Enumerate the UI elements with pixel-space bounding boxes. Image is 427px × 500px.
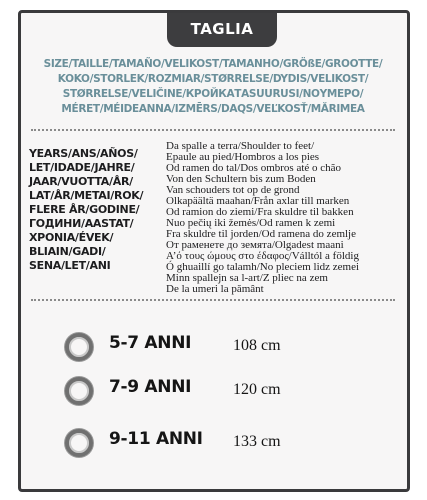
shoulder-translation-line: Od ramion do ziemi/Fra skuldre til bakken xyxy=(166,206,354,218)
size-title: TAGLIA xyxy=(190,20,254,38)
shoulder-to-feet-translations xyxy=(166,141,406,295)
dotted-divider-top xyxy=(31,129,395,131)
shoulder-translation-line: Α’ό τους ώμους στο έδαφος/Válltól a földig xyxy=(166,250,359,262)
years-translation-line: SENA/LET/ANI xyxy=(29,259,111,272)
shoulder-translation-line: Von den Schultern bis zum Boden xyxy=(166,173,316,185)
years-translation-line: YEARS/ANS/AÑOS/ xyxy=(29,147,138,160)
size-translations xyxy=(27,57,399,117)
ring-icon xyxy=(65,429,93,457)
shoulder-translation-line: Epaule au pied/Hombros a los pies xyxy=(166,151,320,163)
age-label: 9-11 ANNI xyxy=(109,429,203,449)
shoulder-translation-line: Minn spallejn sa l-art/Z pliec na zem xyxy=(166,272,328,284)
size-translation-line: MÉRET/MÉIDEANNA/IZMĒRS/DAQS/VEĽKOSŤ/MĂRIMEA xyxy=(61,103,365,115)
shoulder-translation-line: Nuo pečių iki žemės/Od ramen k zemi xyxy=(166,217,336,229)
height-value: 120 cm xyxy=(233,381,281,398)
size-chart-card xyxy=(18,10,410,492)
height-value: 108 cm xyxy=(233,337,281,354)
age-label: 5-7 ANNI xyxy=(109,333,192,353)
shoulder-translation-line: Olkapäältä maahan/Från axlar till marken xyxy=(166,195,350,207)
size-translation-line: SIZE/TAILLE/TAMAÑO/VELIKOST/TAMANHO/GRÖßE/GROOTTE/ xyxy=(43,58,383,70)
years-translation-line: BLIAIN/GADI/ xyxy=(29,245,106,258)
years-translation-line: FLERE ÅR/GODINE/ xyxy=(29,203,140,216)
years-translation-line: JAAR/VUOTTA/ÅR/ xyxy=(29,175,133,188)
size-header-tab xyxy=(167,11,277,47)
size-option-row xyxy=(61,375,381,415)
years-translation-line: ГОДИНИ/AASTAT/ xyxy=(29,217,134,230)
shoulder-translation-line: De la umeri la pământ xyxy=(166,283,264,295)
age-label: 7-9 ANNI xyxy=(109,377,192,397)
years-translation-line: ΧΡΟΝΙΑ/ÉVEK/ xyxy=(29,231,114,244)
dotted-divider-bottom xyxy=(31,299,395,301)
size-option-row xyxy=(61,427,381,467)
shoulder-translation-line: Da spalle a terra/Shoulder to feet/ xyxy=(166,140,315,152)
shoulder-translation-line: От раменете до земята/Olgadest maani xyxy=(166,239,344,251)
ring-icon xyxy=(65,333,93,361)
shoulder-translation-line: Fra skuldre til jorden/Od ramena do zemlje xyxy=(166,228,356,240)
height-value: 133 cm xyxy=(233,433,281,450)
years-translation-line: LET/IDADE/JAHRE/ xyxy=(29,161,135,174)
ring-icon xyxy=(65,377,93,405)
shoulder-translation-line: Van schouders tot op de grond xyxy=(166,184,300,196)
size-translation-line: STØRRELSE/VELIČINE/КРОЙКАТASUURUSI/ΝΟΥΜΕΡΟ/ xyxy=(62,88,364,100)
size-option-row xyxy=(61,331,381,371)
size-translation-line: KOKO/STORLEK/ROZMIAR/STØRRELSE/DYDIS/VELIKOST/ xyxy=(57,73,369,85)
years-translations xyxy=(29,147,177,273)
years-translation-line: LAT/ÅR/METAI/ROK/ xyxy=(29,189,144,202)
shoulder-translation-line: Od ramen do tal/Dos ombros até o chão xyxy=(166,162,342,174)
shoulder-translation-line: Ó ghuaillí go talamh/No pleciem lidz zemei xyxy=(166,261,360,273)
